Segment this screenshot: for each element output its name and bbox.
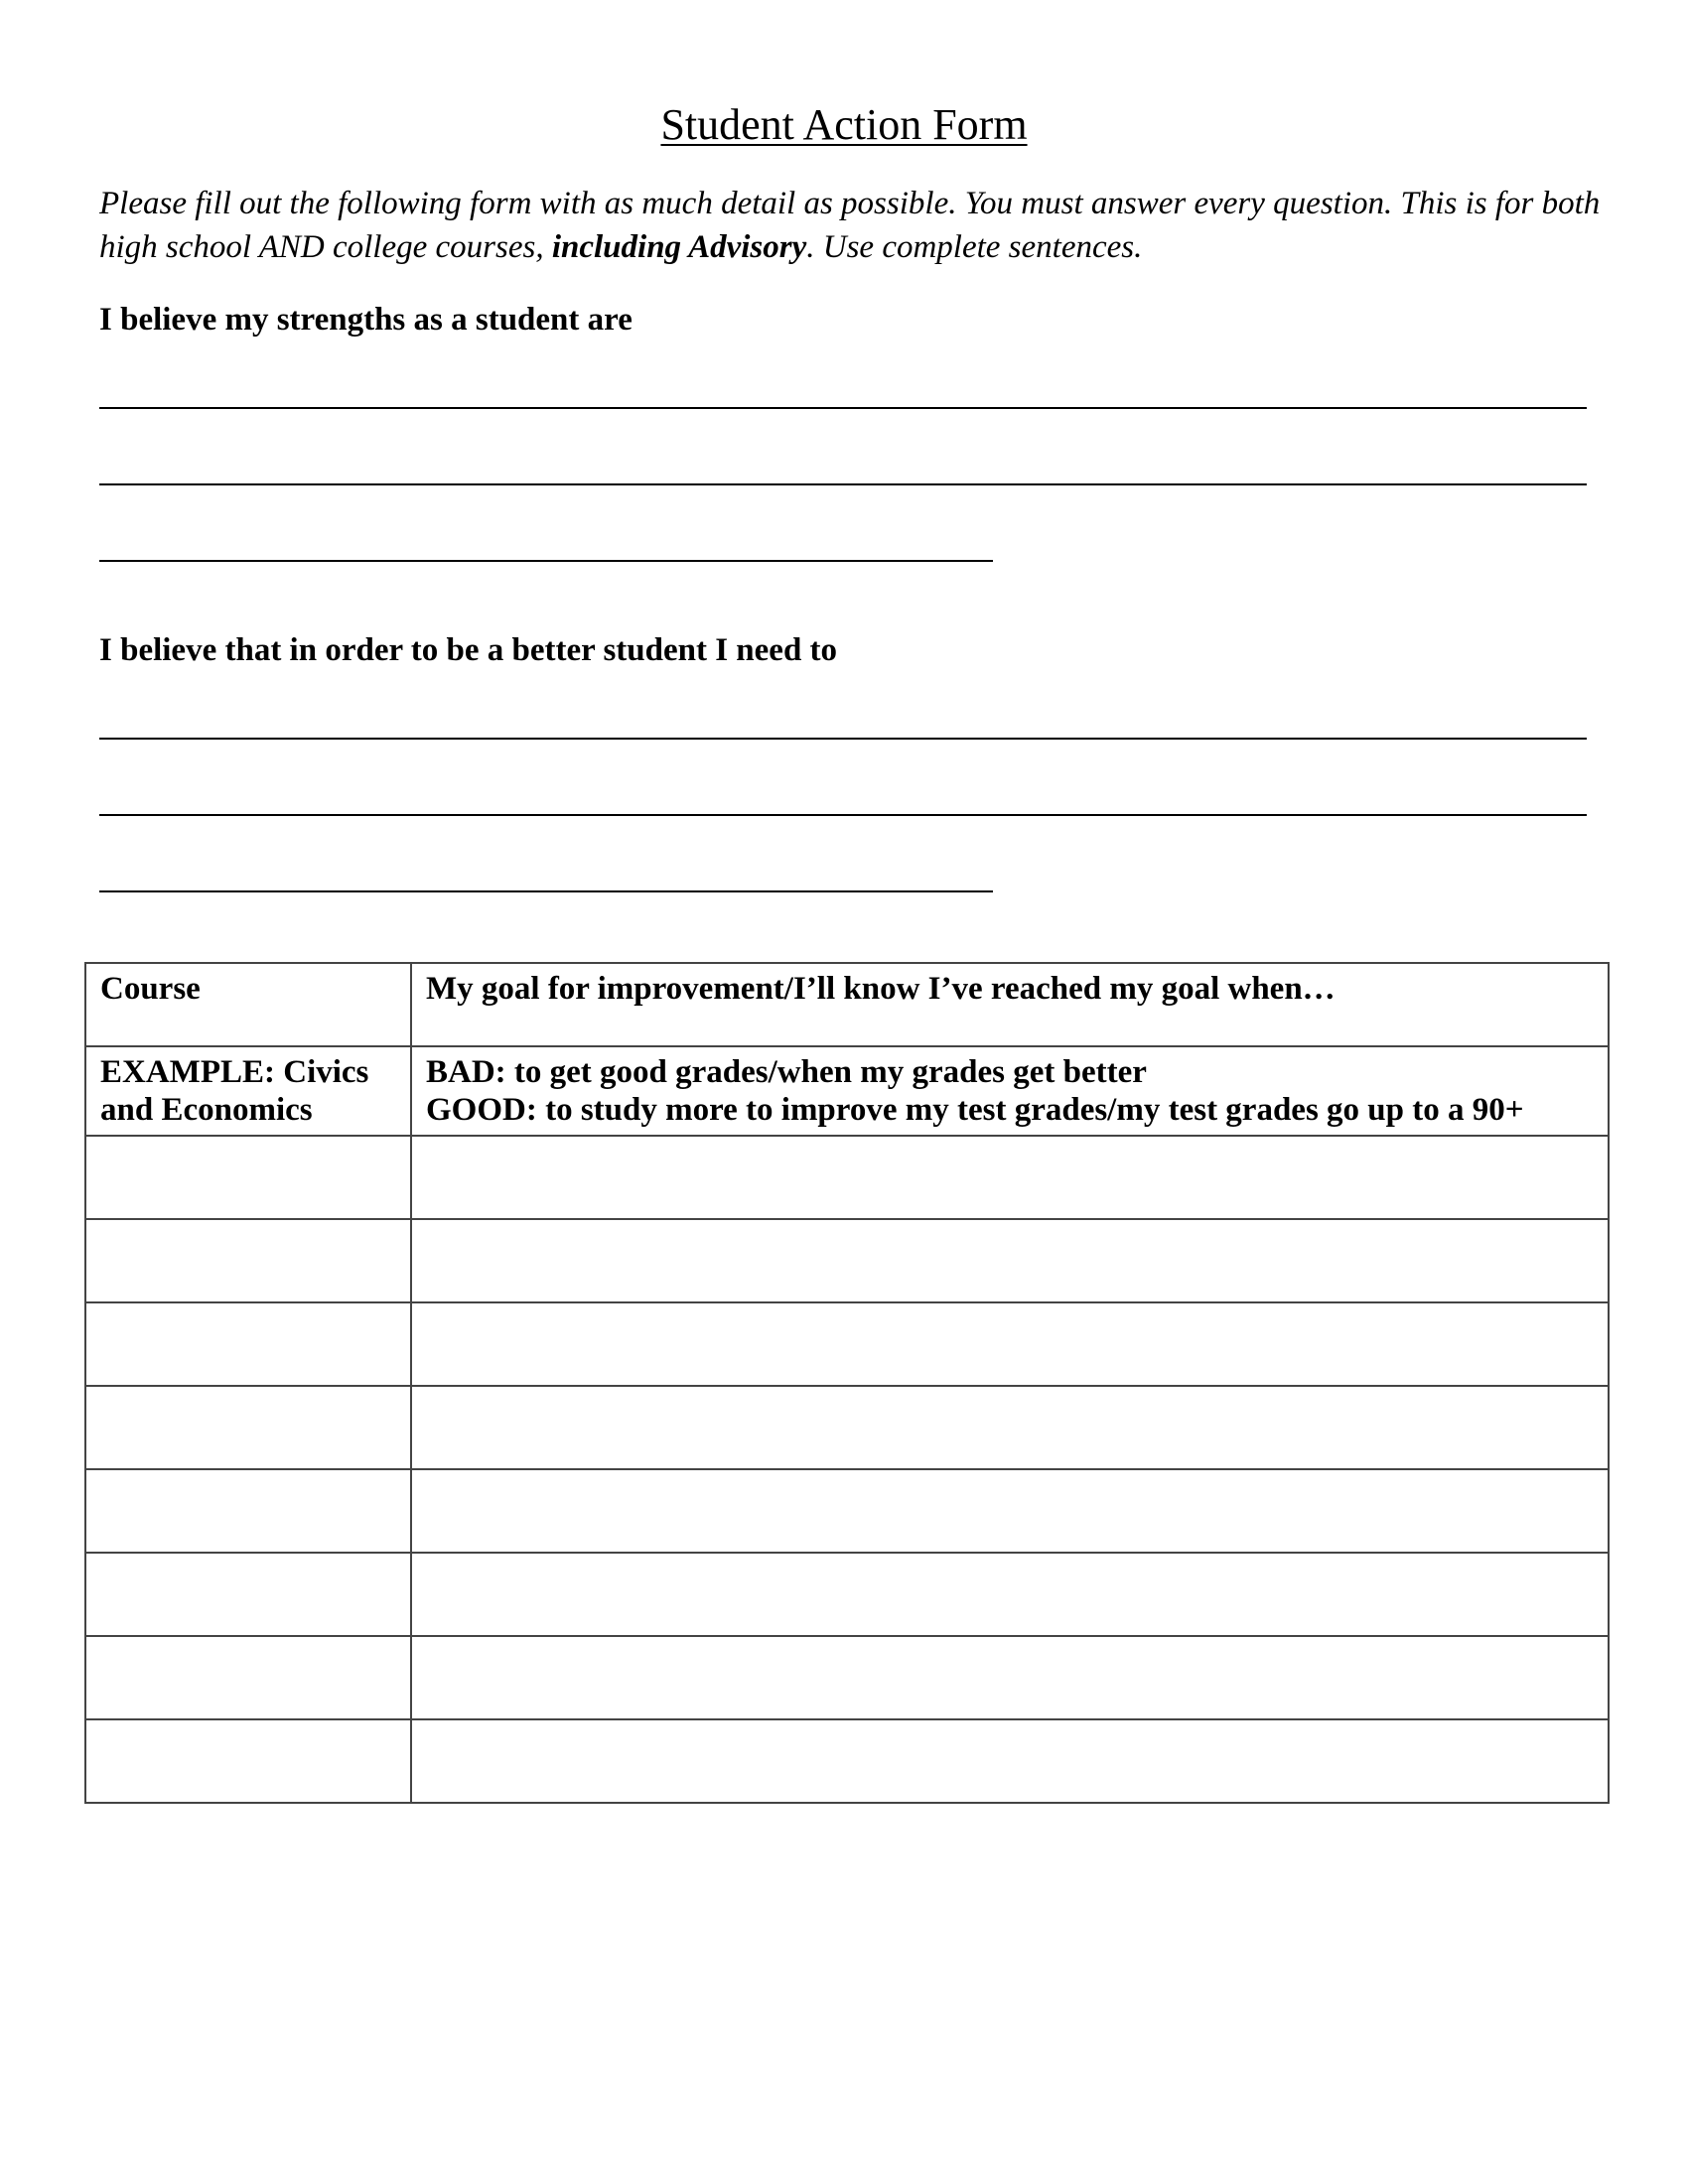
goal-cell[interactable] [411, 1302, 1609, 1386]
table-row [85, 1553, 1609, 1636]
strengths-prompt: I believe my strengths as a student are [99, 302, 633, 338]
example-bad: BAD: to get good grades/when my grades get better [426, 1054, 1147, 1090]
instructions-emphasis: including Advisory [551, 229, 807, 265]
goal-cell[interactable] [411, 1136, 1609, 1219]
course-cell[interactable] [85, 1553, 411, 1636]
table-header-row [85, 963, 1609, 1046]
example-row [85, 1046, 1609, 1136]
course-cell[interactable] [85, 1636, 411, 1719]
table-row [85, 1636, 1609, 1719]
instructions-text: Please fill out the following form with as much detail as possible. You must answer every question. This is for both high school AND college courses, [99, 186, 1601, 265]
instructions-text-end: . Use complete sentences. [806, 229, 1143, 265]
strengths-answer-line-2[interactable] [99, 483, 1587, 485]
improvement-prompt: I believe that in order to be a better student I need to [99, 632, 838, 668]
course-cell[interactable] [85, 1136, 411, 1219]
header-goal: My goal for improvement/I’ll know I’ve reached my goal when… [411, 963, 1609, 1046]
improvement-answer-line-2[interactable] [99, 814, 1587, 816]
goal-cell[interactable] [411, 1553, 1609, 1636]
goals-table [84, 962, 1610, 1804]
course-cell[interactable] [85, 1386, 411, 1469]
goal-cell[interactable] [411, 1469, 1609, 1553]
example-goal [411, 1046, 1609, 1136]
form-instructions [99, 182, 1609, 269]
course-cell[interactable] [85, 1219, 411, 1302]
table-row [85, 1136, 1609, 1219]
example-good: GOOD: to study more to improve my test grades/my test grades go up to a 90+ [426, 1092, 1524, 1128]
goal-cell[interactable] [411, 1719, 1609, 1803]
course-cell[interactable] [85, 1469, 411, 1553]
table-row [85, 1719, 1609, 1803]
table-row [85, 1469, 1609, 1553]
improvement-answer-line-3[interactable] [99, 890, 993, 892]
table-row [85, 1302, 1609, 1386]
course-cell[interactable] [85, 1302, 411, 1386]
goal-cell[interactable] [411, 1219, 1609, 1302]
improvement-answer-line-1[interactable] [99, 738, 1587, 740]
header-course: Course [85, 963, 411, 1046]
strengths-answer-line-3[interactable] [99, 560, 993, 562]
goal-cell[interactable] [411, 1636, 1609, 1719]
goal-cell[interactable] [411, 1386, 1609, 1469]
form-title: Student Action Form [660, 100, 1028, 149]
course-cell[interactable] [85, 1719, 411, 1803]
table-row [85, 1219, 1609, 1302]
example-course [85, 1046, 411, 1136]
example-course-line-1: EXAMPLE: Civics [100, 1054, 369, 1090]
strengths-answer-line-1[interactable] [99, 407, 1587, 409]
table-row [85, 1386, 1609, 1469]
example-course-line-2: and Economics [100, 1092, 313, 1128]
